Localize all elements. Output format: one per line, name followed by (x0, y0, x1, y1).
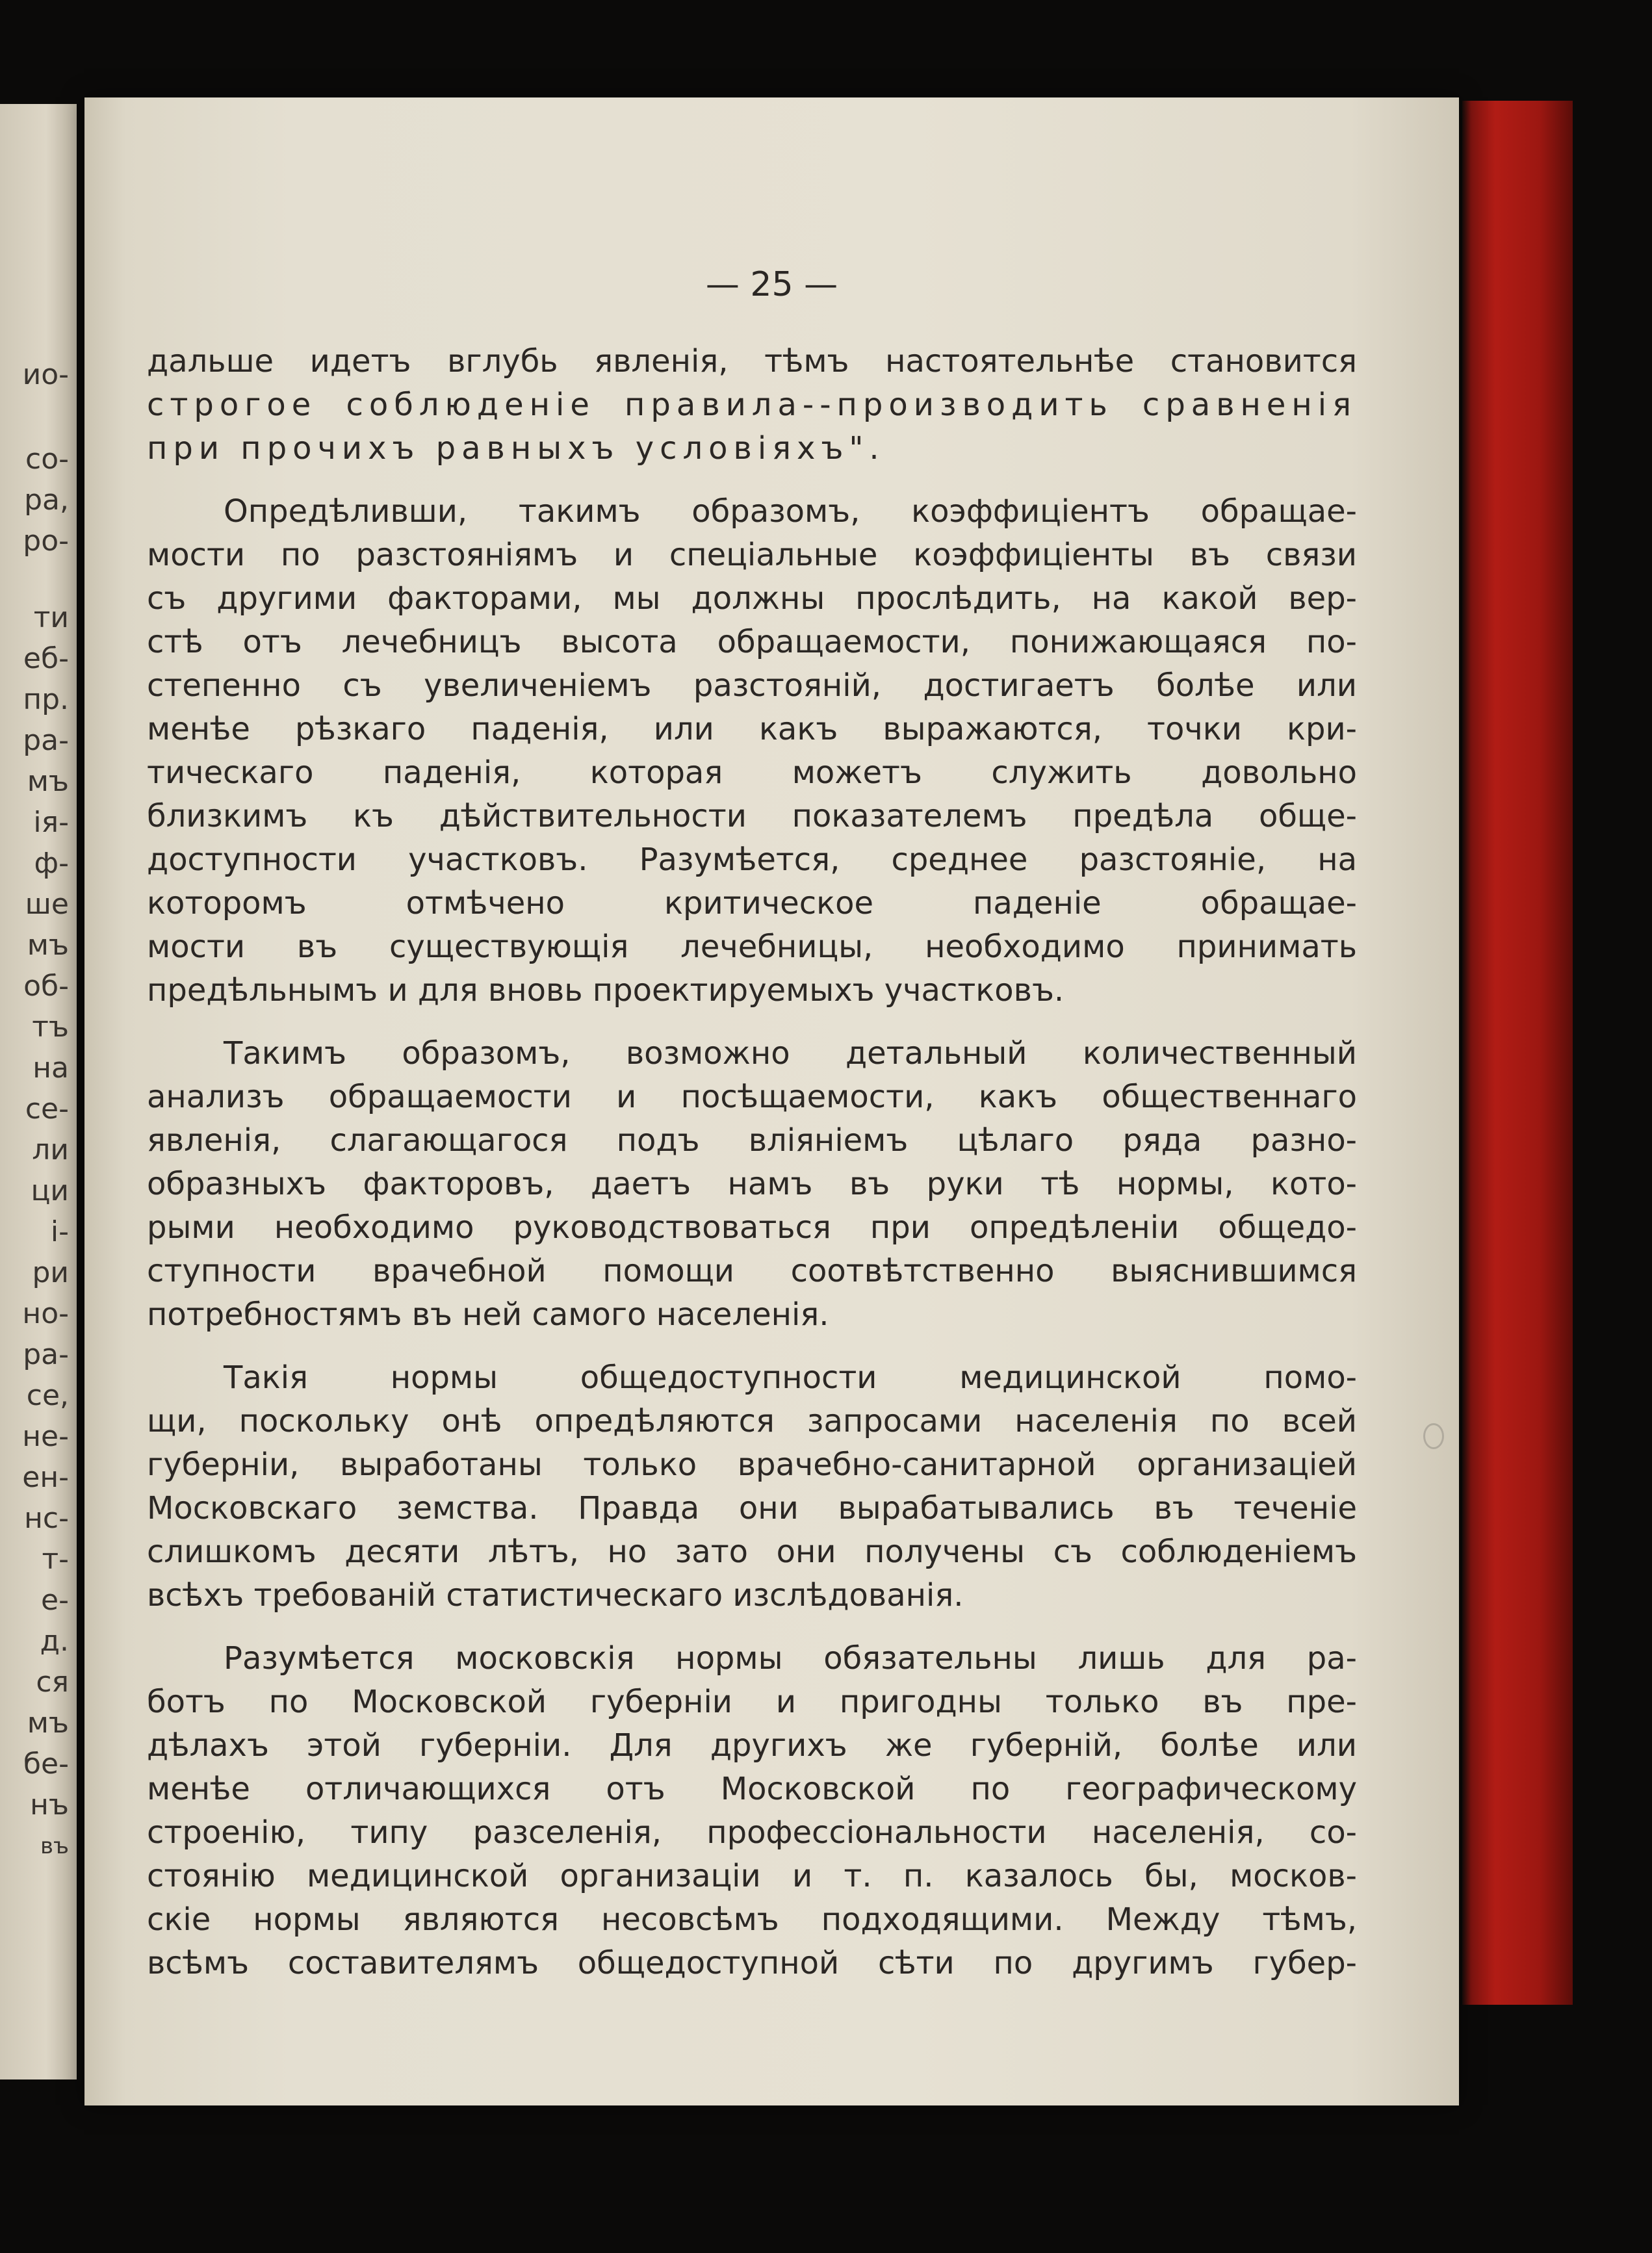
text-line: ботъ по Московской губерніи и пригодны только въ пре- (147, 1684, 1357, 1720)
margin-fragment: ше (25, 888, 69, 921)
margin-fragment: ти (33, 601, 69, 634)
text-line: Опредѣливши, такимъ образомъ, коэффиціентъ обращае- (224, 493, 1357, 530)
margin-fragment: і- (50, 1215, 69, 1248)
text-line: мости по разстояніямъ и спеціальные коэффиціенты въ связи (147, 537, 1357, 573)
margin-fragment: на (32, 1051, 69, 1085)
text-line: близкимъ къ дѣйствительности показателемъ предѣла обще- (147, 798, 1357, 834)
book-page (84, 97, 1459, 2105)
margin-fragment: ен- (22, 1461, 69, 1494)
text-line: всѣмъ составителямъ общедоступной сѣти по другимъ губер- (147, 1945, 1357, 1981)
margin-fragment: тъ (32, 1011, 69, 1044)
text-line: губерніи, выработаны только врачебно-санитарной организаціей (147, 1447, 1357, 1483)
text-line: Такія нормы общедоступности медицинской помо- (224, 1359, 1357, 1396)
margin-fragment: нъ (30, 1788, 69, 1822)
paragraph-4 (147, 1356, 1357, 1617)
margin-fragment: еб- (23, 642, 69, 675)
text-line: которомъ отмѣчено критическое паденіе обращае- (147, 885, 1357, 921)
text-line: менѣе отличающихся отъ Московской по географическому (147, 1771, 1357, 1807)
text-line: щи, поскольку онѣ опредѣляются запросами населенія по всей (147, 1403, 1357, 1439)
margin-fragment: ро- (23, 524, 69, 558)
text-line: Такимъ образомъ, возможно детальный количественный (224, 1035, 1357, 1072)
margin-fragment: об- (23, 970, 69, 1003)
text-line: скіе нормы являются несовсѣмъ подходящими. Между тѣмъ, (147, 1901, 1357, 1938)
margin-fragment: е- (41, 1584, 69, 1617)
page-number: — 25 — (705, 265, 838, 304)
text-line: рыми необходимо руководствоваться при опредѣленіи общедо- (147, 1209, 1357, 1246)
text-line: дѣлахъ этой губерніи. Для другихъ же губерній, болѣе или (147, 1727, 1357, 1764)
text-line: анализъ обращаемости и посѣщаемости, какъ общественнаго (147, 1079, 1357, 1115)
margin-fragment: се- (25, 1092, 69, 1126)
margin-fragment: д. (40, 1625, 69, 1658)
margin-fragment: нс- (24, 1502, 69, 1535)
paragraph-3 (147, 1032, 1357, 1337)
margin-fragment: ри (32, 1256, 69, 1289)
text-line: образныхъ факторовъ, даетъ намъ въ руки тѣ нормы, кото- (147, 1166, 1357, 1202)
margin-fragment: т- (42, 1543, 69, 1576)
adjacent-left-page (0, 104, 77, 2079)
margin-fragment: ци (31, 1174, 69, 1207)
text-line: Московскаго земства. Правда они вырабатывались въ теченіе (147, 1490, 1357, 1526)
paragraph-2 (147, 490, 1357, 1012)
text-line: строенію, типу разселенія, профессіональности населенія, со- (147, 1814, 1357, 1851)
paper-blemish (1423, 1423, 1444, 1449)
text-line: Разумѣется московскія нормы обязательны лишь для ра- (224, 1640, 1357, 1677)
margin-fragment: мъ (27, 929, 69, 962)
text-line: съ другими факторами, мы должны прослѣдить, на какой вер- (147, 580, 1357, 617)
margin-fragment: се, (26, 1379, 69, 1412)
text-line: мости въ существующія лечебницы, необходимо принимать (147, 929, 1357, 965)
margin-fragment: мъ (27, 1706, 69, 1740)
text-line: стоянію медицинской организаціи и т. п. казалось бы, москов- (147, 1858, 1357, 1894)
margin-fragment: ли (32, 1133, 69, 1166)
margin-fragment: пр. (23, 683, 69, 716)
margin-fragment: въ (40, 1833, 69, 1859)
margin-fragment: но- (22, 1297, 69, 1330)
margin-fragment: ія- (33, 806, 69, 839)
text-line: предѣльнымъ и для вновь проектируемыхъ участковъ. (147, 972, 1065, 1009)
text-line: дальше идетъ вглубь явленія, тѣмъ настоятельнѣе становится (147, 343, 1357, 380)
text-line: слишкомъ десяти лѣтъ, но зато они получены съ соблюденіемъ (147, 1534, 1357, 1570)
text-line: тическаго паденія, которая можетъ служить довольно (147, 754, 1357, 791)
text-line: строгое соблюденіе правила--производить сравненія (147, 387, 1357, 423)
margin-fragment: ра- (23, 724, 69, 757)
text-line: всѣхъ требованій статистическаго изслѣдованія. (147, 1577, 964, 1614)
margin-fragment: ио- (22, 358, 69, 391)
margin-fragment: не- (22, 1420, 69, 1453)
paragraph-1 (147, 340, 1357, 470)
margin-fragment: со- (25, 443, 69, 476)
text-line: доступности участковъ. Разумѣется, среднее разстояніе, на (147, 842, 1357, 878)
red-book-cover (1462, 101, 1573, 2005)
text-line: степенно съ увеличеніемъ разстояній, достигаетъ болѣе или (147, 667, 1357, 704)
adjacent-page-text-fragments (0, 104, 77, 2079)
margin-fragment: ра, (24, 483, 69, 517)
text-line: менѣе рѣзкаго паденія, или какъ выражаются, точки кри- (147, 711, 1357, 747)
page-body-text (147, 340, 1357, 2005)
paragraph-5 (147, 1637, 1357, 1985)
margin-fragment: ф- (34, 847, 69, 880)
text-line: при прочихъ равныхъ условіяхъ". (147, 430, 885, 467)
margin-fragment: ра- (23, 1338, 69, 1371)
text-line: явленія, слагающагося подъ вліяніемъ цѣлаго ряда разно- (147, 1122, 1357, 1159)
margin-fragment: ся (36, 1666, 69, 1699)
text-line: стѣ отъ лечебницъ высота обращаемости, понижающаяся по- (147, 624, 1357, 660)
margin-fragment: бе- (23, 1747, 69, 1781)
margin-fragment: мъ (27, 765, 69, 798)
text-line: потребностямъ въ ней самого населенія. (147, 1296, 829, 1333)
text-line: ступности врачебной помощи соотвѣтственно выяснившимся (147, 1253, 1357, 1289)
